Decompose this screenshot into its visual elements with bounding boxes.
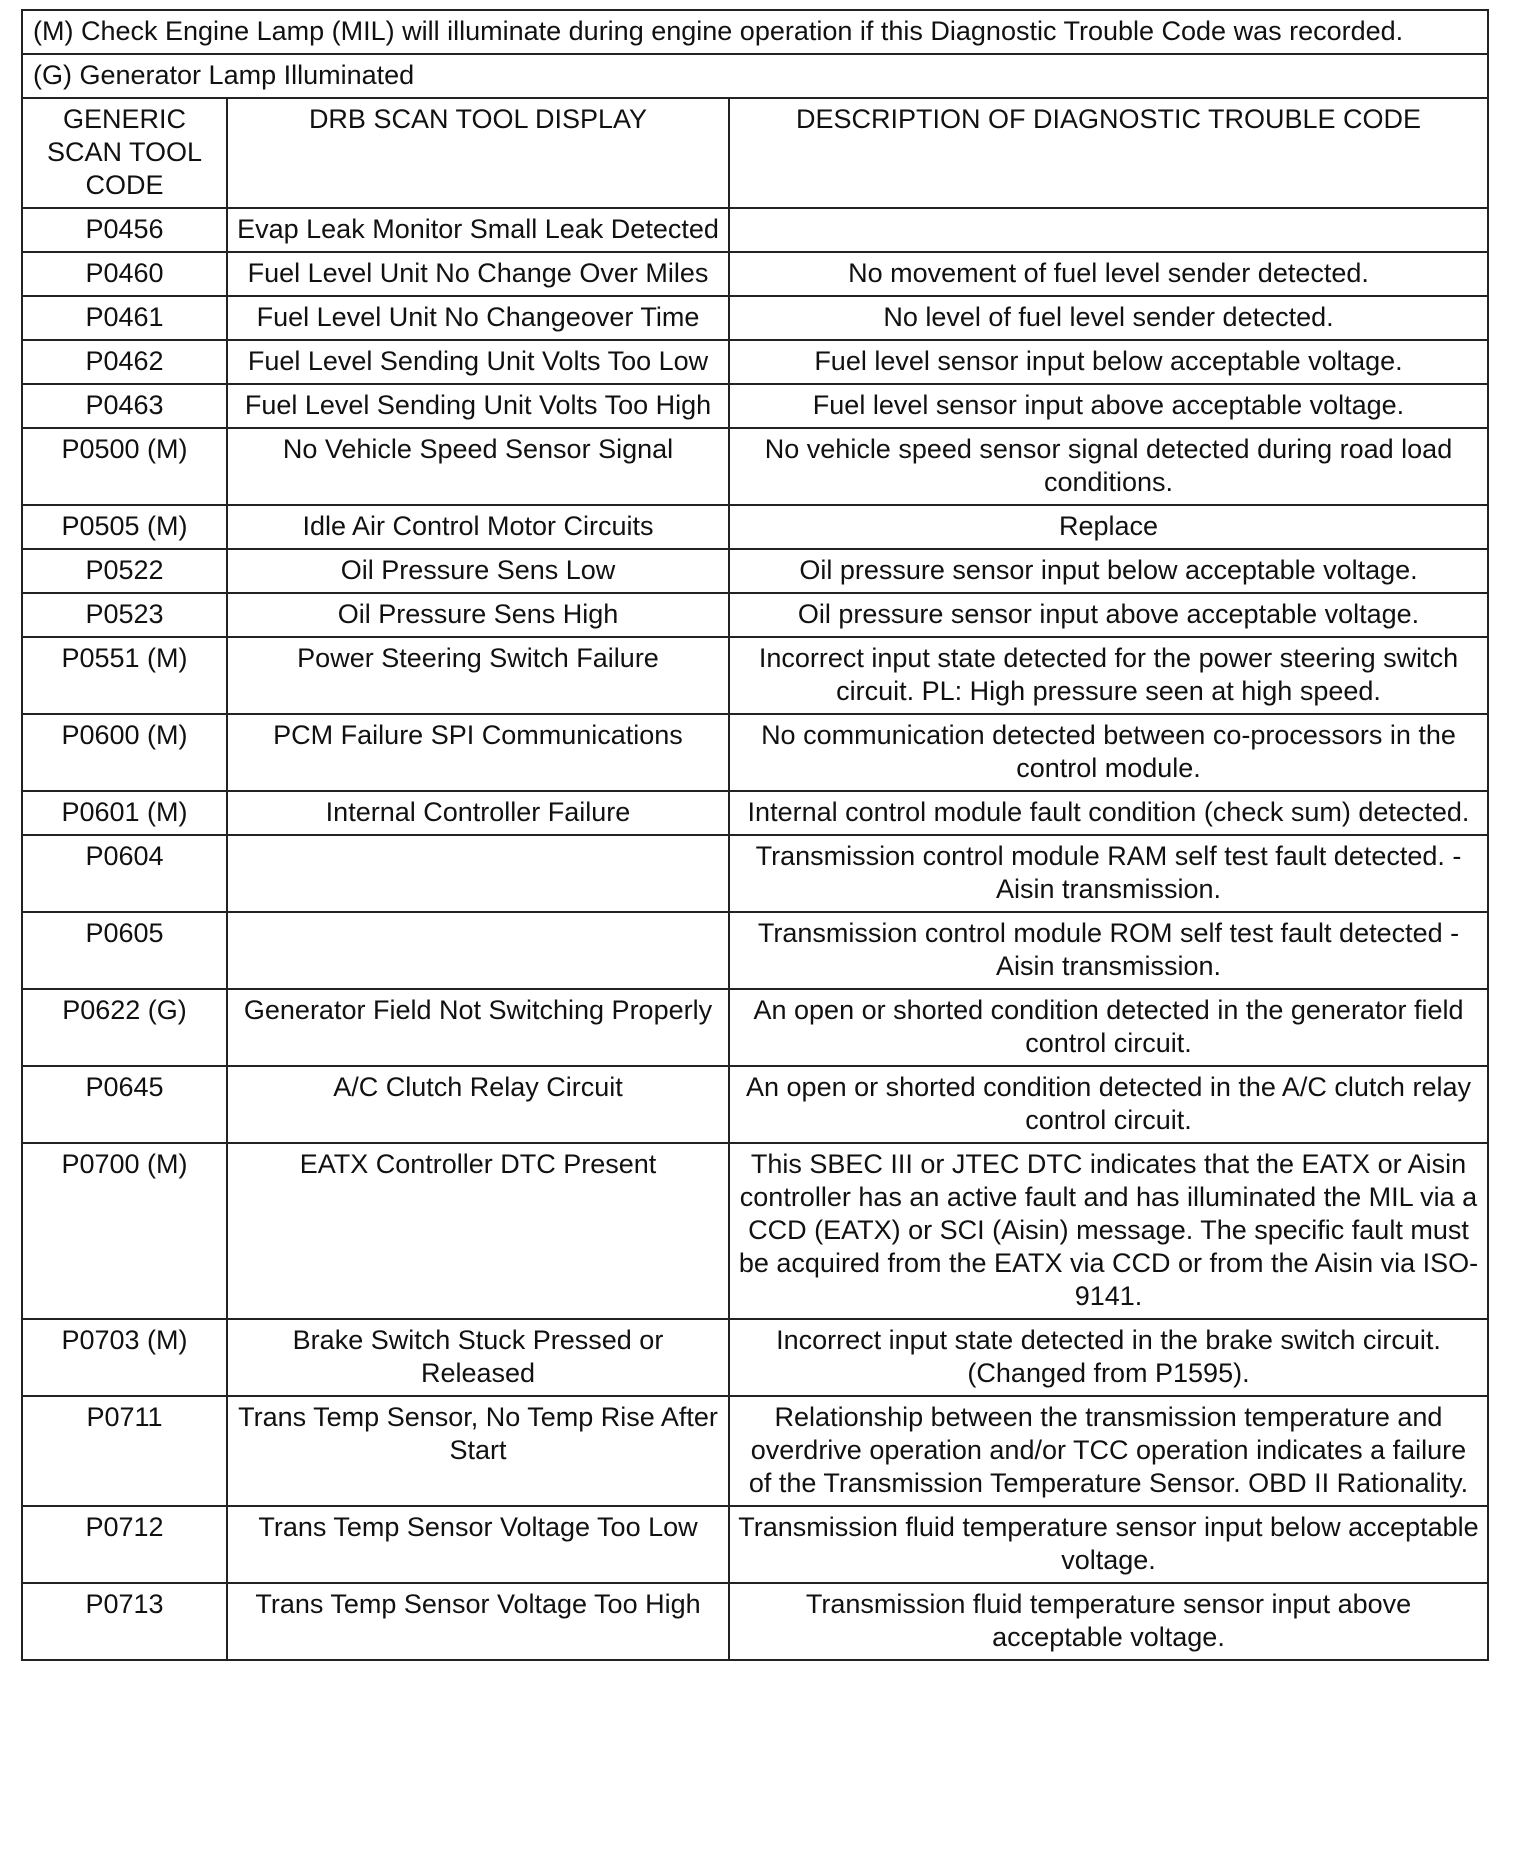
display-cell: Brake Switch Stuck Pressed or Released: [227, 1319, 729, 1396]
table-row: [22, 340, 1488, 384]
table-row: [22, 296, 1488, 340]
dtc-table: [21, 9, 1489, 1661]
table-row: [22, 835, 1488, 912]
code-cell: P0703 (M): [22, 1319, 227, 1396]
description-cell: No vehicle speed sensor signal detected during road load conditions.: [729, 428, 1488, 505]
display-cell: Oil Pressure Sens High: [227, 593, 729, 637]
description-cell: Fuel level sensor input below acceptable voltage.: [729, 340, 1488, 384]
description-cell: This SBEC III or JTEC DTC indicates that the EATX or Aisin controller has an active fault and has illuminated the MIL via a CCD (EATX) or SCI (Aisin) message. The specific fault must be acquired from the EATX via CCD or from the Aisin via ISO-9141.: [729, 1143, 1488, 1319]
description-cell: Oil pressure sensor input below acceptable voltage.: [729, 549, 1488, 593]
description-cell: Internal control module fault condition (check sum) detected.: [729, 791, 1488, 835]
description-cell: Replace: [729, 505, 1488, 549]
description-cell: Fuel level sensor input above acceptable voltage.: [729, 384, 1488, 428]
note-mil: (M) Check Engine Lamp (MIL) will illuminate during engine operation if this Diagnostic Trouble Code was recorded.: [22, 10, 1488, 54]
table-row: [22, 714, 1488, 791]
description-cell: No level of fuel level sender detected.: [729, 296, 1488, 340]
table-row: [22, 791, 1488, 835]
header-generic-code: GENERIC SCAN TOOL CODE: [22, 98, 227, 208]
display-cell: A/C Clutch Relay Circuit: [227, 1066, 729, 1143]
header-drb-display: DRB SCAN TOOL DISPLAY: [227, 98, 729, 208]
table-row: [22, 593, 1488, 637]
code-cell: P0456: [22, 208, 227, 252]
display-cell: EATX Controller DTC Present: [227, 1143, 729, 1319]
code-cell: P0600 (M): [22, 714, 227, 791]
display-cell: Fuel Level Unit No Change Over Miles: [227, 252, 729, 296]
display-cell: Oil Pressure Sens Low: [227, 549, 729, 593]
display-cell: Trans Temp Sensor, No Temp Rise After Start: [227, 1396, 729, 1506]
header-row: [22, 98, 1488, 208]
code-cell: P0712: [22, 1506, 227, 1583]
description-cell: Transmission control module ROM self test fault detected -Aisin transmission.: [729, 912, 1488, 989]
header-description: DESCRIPTION OF DIAGNOSTIC TROUBLE CODE: [729, 98, 1488, 208]
table-row: [22, 912, 1488, 989]
code-cell: P0463: [22, 384, 227, 428]
display-cell: Idle Air Control Motor Circuits: [227, 505, 729, 549]
table-row: [22, 252, 1488, 296]
code-cell: P0462: [22, 340, 227, 384]
display-cell: Fuel Level Sending Unit Volts Too High: [227, 384, 729, 428]
description-cell: Transmission fluid temperature sensor input below acceptable voltage.: [729, 1506, 1488, 1583]
note-generator: (G) Generator Lamp Illuminated: [22, 54, 1488, 98]
code-cell: P0700 (M): [22, 1143, 227, 1319]
description-cell: Relationship between the transmission temperature and overdrive operation and/or TCC operation indicates a failure of the Transmission Temperature Sensor. OBD II Rationality.: [729, 1396, 1488, 1506]
code-cell: P0605: [22, 912, 227, 989]
display-cell: Fuel Level Unit No Changeover Time: [227, 296, 729, 340]
table-row: [22, 384, 1488, 428]
table-row: [22, 549, 1488, 593]
note-row-generator: [22, 54, 1488, 98]
display-cell: Trans Temp Sensor Voltage Too High: [227, 1583, 729, 1660]
code-cell: P0713: [22, 1583, 227, 1660]
display-cell: [227, 835, 729, 912]
table-row: [22, 505, 1488, 549]
table-row: [22, 1319, 1488, 1396]
description-cell: An open or shorted condition detected in the generator field control circuit.: [729, 989, 1488, 1066]
display-cell: Fuel Level Sending Unit Volts Too Low: [227, 340, 729, 384]
display-cell: Generator Field Not Switching Properly: [227, 989, 729, 1066]
table-row: [22, 989, 1488, 1066]
note-row-mil: [22, 10, 1488, 54]
description-cell: No communication detected between co-processors in the control module.: [729, 714, 1488, 791]
code-cell: P0622 (G): [22, 989, 227, 1066]
display-cell: Internal Controller Failure: [227, 791, 729, 835]
dtc-table-body: [22, 10, 1488, 1660]
code-cell: P0460: [22, 252, 227, 296]
description-cell: An open or shorted condition detected in the A/C clutch relay control circuit.: [729, 1066, 1488, 1143]
code-cell: P0711: [22, 1396, 227, 1506]
code-cell: P0522: [22, 549, 227, 593]
description-cell: Transmission control module RAM self test fault detected. -Aisin transmission.: [729, 835, 1488, 912]
code-cell: P0601 (M): [22, 791, 227, 835]
display-cell: PCM Failure SPI Communications: [227, 714, 729, 791]
description-cell: [729, 208, 1488, 252]
table-row: [22, 1506, 1488, 1583]
code-cell: P0461: [22, 296, 227, 340]
description-cell: Incorrect input state detected in the brake switch circuit. (Changed from P1595).: [729, 1319, 1488, 1396]
table-row: [22, 1143, 1488, 1319]
table-row: [22, 208, 1488, 252]
display-cell: Power Steering Switch Failure: [227, 637, 729, 714]
table-row: [22, 428, 1488, 505]
table-row: [22, 1583, 1488, 1660]
code-cell: P0645: [22, 1066, 227, 1143]
display-cell: No Vehicle Speed Sensor Signal: [227, 428, 729, 505]
description-cell: Oil pressure sensor input above acceptable voltage.: [729, 593, 1488, 637]
code-cell: P0500 (M): [22, 428, 227, 505]
dtc-document: [21, 9, 1487, 1661]
description-cell: Incorrect input state detected for the power steering switch circuit. PL: High pressure seen at high speed.: [729, 637, 1488, 714]
description-cell: No movement of fuel level sender detected.: [729, 252, 1488, 296]
display-cell: Trans Temp Sensor Voltage Too Low: [227, 1506, 729, 1583]
table-row: [22, 637, 1488, 714]
code-cell: P0551 (M): [22, 637, 227, 714]
code-cell: P0604: [22, 835, 227, 912]
table-row: [22, 1066, 1488, 1143]
display-cell: [227, 912, 729, 989]
display-cell: Evap Leak Monitor Small Leak Detected: [227, 208, 729, 252]
description-cell: Transmission fluid temperature sensor input above acceptable voltage.: [729, 1583, 1488, 1660]
code-cell: P0523: [22, 593, 227, 637]
code-cell: P0505 (M): [22, 505, 227, 549]
table-row: [22, 1396, 1488, 1506]
